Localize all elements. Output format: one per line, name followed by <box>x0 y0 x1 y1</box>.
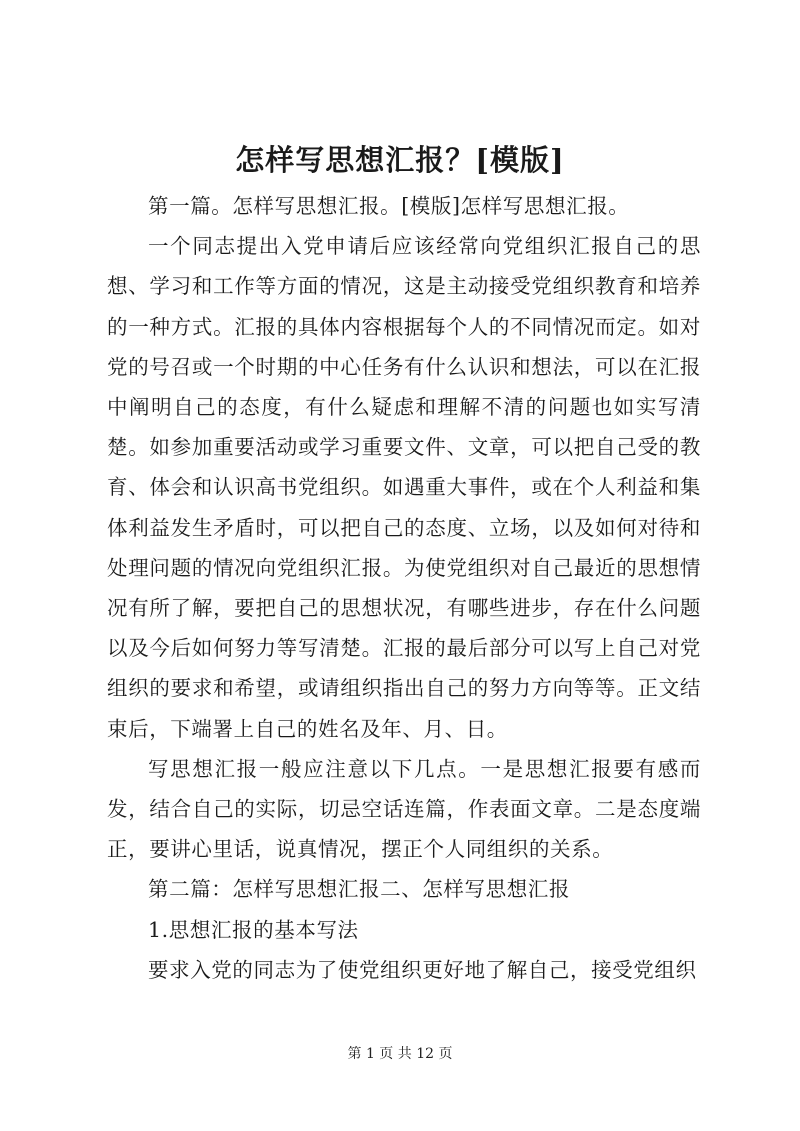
page-footer: 第 1 页 共 12 页 <box>347 1046 453 1062</box>
document-body <box>107 186 701 990</box>
paragraph-section-two-heading: 第二篇：怎样写思想汇报二、怎样写思想汇报 <box>148 877 570 902</box>
paragraph-subheading: 1.思想汇报的基本写法 <box>148 917 359 942</box>
paragraph-main: 一个同志提出入党申请后应该经常向党组织汇报自己的思想、学习和工作等方面的情况，这是主动接受党组织教育和培养的一种方式。汇报的具体内容根据每个人的不同情况而定。如对党的号召或一个时期的中心任务有什么认识和想法，可以在汇报中阐明自己的态度，有什么疑虑和理解不清的问题也如实写清楚。如参加重要活动或学习重要文件、文章，可以把自己受的教育、体会和认识高书党组织。如遇重大事件，或在个人利益和集体利益发生矛盾时，可以把自己的态度、立场，以及如何对待和处理问题的情况向党组织汇报。为使党组织对自己最近的思想情况有所了解，要把自己的思想状况，有哪些进步，存在什么问题以及今后如何努力等写清楚。汇报的最后部分可以写上自己对党组织的要求和希望，或请组织指出自己的努力方向等等。正文结束后，下端署上自己的姓名及年、月、日。 <box>107 234 701 741</box>
paragraph-continuation: 要求入党的同志为了使党组织更好地了解自己，接受党组织 <box>148 957 697 982</box>
paragraph-intro: 第一篇。怎样写思想汇报。[模版]怎样写思想汇报。 <box>148 194 630 218</box>
paragraph-notes: 写思想汇报一般应注意以下几点。一是思想汇报要有感而发，结合自己的实际，切忌空话连篇，作表面文章。二是态度端正，要讲心里话，说真情况，摆正个人同组织的关系。 <box>107 756 701 862</box>
document-title: 怎样写思想汇报？[模版] <box>235 143 565 177</box>
